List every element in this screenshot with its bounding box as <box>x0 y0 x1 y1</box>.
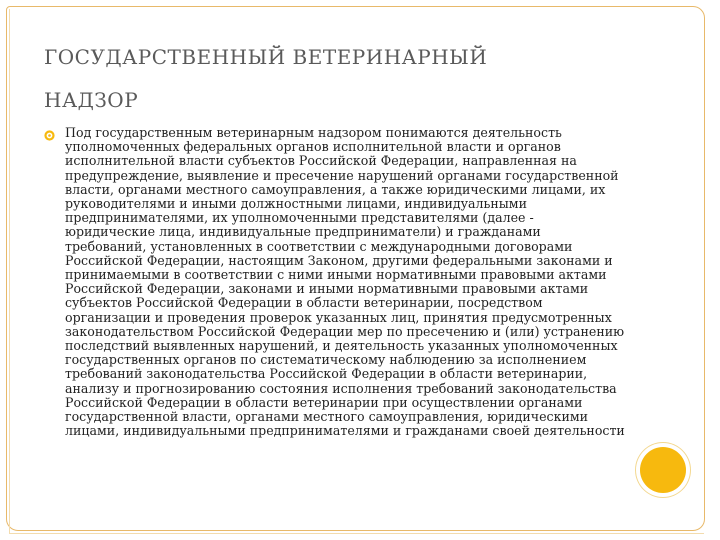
slide-title <box>44 36 644 122</box>
title-line-2: НАДЗОР <box>44 88 139 112</box>
ring-bullet-icon <box>44 130 55 141</box>
title-line-1: ГОСУДАРСТВЕННЫЙ ВЕТЕРИНАРНЫЙ <box>44 45 488 69</box>
body-text: Под государственным ветеринарным надзором понимаются деятельность уполномоченных федеральных органов исполнительной власти и органов исполнительной власти субъектов Российской Федерации, направленная на предупреждение, выявление и пресечение нарушений органами государственной власти, органами местного самоуправления, а также юридическими лицами, их руководителями и иными должностными лицами, индивидуальными предпринимателями, их уполномоченными представителями (далее - юридические лица, индивидуальные предприниматели) и гражданами требований, установленных в соответствии с международными договорами Российской Федерации, настоящим Законом, другими федеральными законами и принимаемыми в соответствии с ними иными нормативными правовыми актами Российской Федерации, законами и иными нормативными правовыми актами субъектов Российской Федерации в области ветеринарии, посредством организации и проведения проверок указанных лиц, принятия предусмотренных законодательством Российской Федерации мер по пресечению и (или) устранению последствий выявленных нарушений, и деятельность указанных уполномоченных государственных органов по систематическому наблюдению за исполнением требований законодательства Российской Федерации в области ветеринарии, анализу и прогнозированию состояния исполнения требований законодательства Российской Федерации в области ветеринарии при осуществлении органами государственной власти, органами местного самоуправления, юридическими лицами, индивидуальными предпринимателями и гражданами своей деятельности <box>65 125 625 439</box>
decorative-circle <box>640 447 686 493</box>
